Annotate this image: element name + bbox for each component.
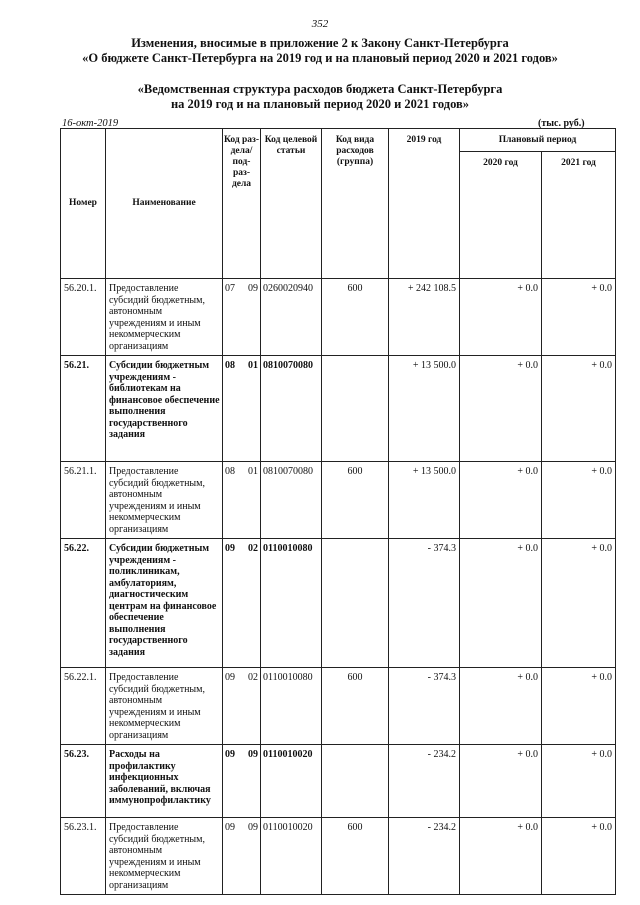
table-row: [61, 668, 616, 745]
header-2019: 2019 год: [389, 129, 460, 279]
row-vid-code: 600: [322, 668, 389, 745]
row-number: 56.20.1.: [61, 279, 106, 356]
row-razdel: 09: [225, 543, 235, 554]
row-value-2019: - 374.3: [389, 668, 460, 745]
row-value-2020: + 0.0: [460, 668, 542, 745]
row-value-2019: + 13 500.0: [389, 356, 460, 462]
row-razdel: 09: [225, 749, 235, 760]
row-podrazdel: 02: [248, 672, 258, 683]
row-razdel-code: [223, 668, 261, 745]
row-target-code: 0110010020: [261, 818, 322, 895]
row-number: 56.23.1.: [61, 818, 106, 895]
document-title: [0, 36, 640, 66]
row-value-2021: + 0.0: [542, 279, 616, 356]
row-name: Предоставление субсидий бюджетным, автономным учреждениям и иным некоммерческим организациям: [106, 818, 223, 895]
subtitle-line-2: на 2019 год и на плановый период 2020 и 2021 годов»: [170, 97, 470, 111]
row-number: 56.21.1.: [61, 462, 106, 539]
row-value-2021: + 0.0: [542, 462, 616, 539]
row-name: Субсидии бюджетным учреждениям - поликлиникам, амбулаториям, диагностическим центрам на финансовое обеспечение выполнения государственного задания: [106, 539, 223, 668]
row-target-code: 0110010020: [261, 745, 322, 818]
title-line-1: Изменения, вносимые в приложение 2 к Закону Санкт-Петербурга: [131, 36, 509, 50]
document-date: 16-окт-2019: [62, 118, 119, 129]
row-razdel: 08: [225, 360, 235, 371]
header-razdel: Код раз- дела/ под- раз- дела: [223, 129, 261, 279]
page-number: 352: [311, 18, 329, 30]
row-value-2019: - 234.2: [389, 818, 460, 895]
header-2020: 2020 год: [460, 152, 542, 279]
row-value-2021: + 0.0: [542, 818, 616, 895]
row-podrazdel: 09: [248, 283, 258, 294]
row-razdel-code: [223, 539, 261, 668]
row-value-2019: - 234.2: [389, 745, 460, 818]
row-razdel: 09: [225, 672, 235, 683]
header-number: Номер: [61, 129, 106, 279]
row-number: 56.22.: [61, 539, 106, 668]
row-razdel: 09: [225, 822, 235, 833]
row-value-2019: + 242 108.5: [389, 279, 460, 356]
row-razdel-code: [223, 462, 261, 539]
row-name: Предоставление субсидий бюджетным, автономным учреждениям и иным некоммерческим организациям: [106, 668, 223, 745]
row-value-2021: + 0.0: [542, 356, 616, 462]
header-plan-period: Плановый период: [460, 129, 616, 152]
row-target-code: 0260020940: [261, 279, 322, 356]
header-vid: Код вида расходов (группа): [322, 129, 389, 279]
row-razdel-code: [223, 279, 261, 356]
row-target-code: 0110010080: [261, 539, 322, 668]
row-podrazdel: 09: [248, 822, 258, 833]
row-value-2020: + 0.0: [460, 356, 542, 462]
row-vid-code: 600: [322, 818, 389, 895]
row-vid-code: 600: [322, 279, 389, 356]
row-value-2020: + 0.0: [460, 745, 542, 818]
units-label: (тыс. руб.): [538, 118, 585, 129]
row-name: Расходы на профилактику инфекционных заболеваний, включая иммунопрофилактику: [106, 745, 223, 818]
row-value-2020: + 0.0: [460, 279, 542, 356]
subtitle-line-1: «Ведомственная структура расходов бюджета Санкт-Петербурга: [137, 82, 503, 96]
row-target-code: 0810070080: [261, 462, 322, 539]
row-podrazdel: 01: [248, 466, 258, 477]
row-razdel-code: [223, 818, 261, 895]
row-podrazdel: 09: [248, 749, 258, 760]
document-subtitle: [0, 82, 640, 112]
table-row: [61, 356, 616, 462]
row-value-2020: + 0.0: [460, 462, 542, 539]
row-value-2019: + 13 500.0: [389, 462, 460, 539]
row-name: Предоставление субсидий бюджетным, автономным учреждениям и иным некоммерческим организациям: [106, 279, 223, 356]
header-2021: 2021 год: [542, 152, 616, 279]
row-vid-code: 600: [322, 462, 389, 539]
row-razdel-code: [223, 356, 261, 462]
row-value-2021: + 0.0: [542, 745, 616, 818]
table-row: [61, 818, 616, 895]
row-value-2020: + 0.0: [460, 539, 542, 668]
row-razdel: 07: [225, 283, 235, 294]
row-value-2021: + 0.0: [542, 668, 616, 745]
title-line-2: «О бюджете Санкт-Петербурга на 2019 год и на плановый период 2020 и 2021 годов»: [82, 51, 558, 65]
table-row: [61, 745, 616, 818]
row-value-2021: + 0.0: [542, 539, 616, 668]
row-name: Предоставление субсидий бюджетным, автономным учреждениям и иным некоммерческим организациям: [106, 462, 223, 539]
row-target-code: 0810070080: [261, 356, 322, 462]
row-target-code: 0110010080: [261, 668, 322, 745]
row-razdel-code: [223, 745, 261, 818]
row-vid-code: [322, 539, 389, 668]
row-number: 56.22.1.: [61, 668, 106, 745]
header-name: Наименование: [106, 129, 223, 279]
row-podrazdel: 01: [248, 360, 258, 371]
row-vid-code: [322, 745, 389, 818]
budget-table: [60, 128, 616, 895]
row-value-2019: - 374.3: [389, 539, 460, 668]
table-row: [61, 279, 616, 356]
row-vid-code: [322, 356, 389, 462]
row-podrazdel: 02: [248, 543, 258, 554]
table-row: [61, 539, 616, 668]
table-row: [61, 462, 616, 539]
row-number: 56.21.: [61, 356, 106, 462]
row-name: Субсидии бюджетным учреждениям - библиотекам на финансовое обеспечение выполнения государственного задания: [106, 356, 223, 462]
row-number: 56.23.: [61, 745, 106, 818]
row-razdel: 08: [225, 466, 235, 477]
table-body: [61, 279, 616, 895]
header-target: Код целевой статьи: [261, 129, 322, 279]
row-value-2020: + 0.0: [460, 818, 542, 895]
